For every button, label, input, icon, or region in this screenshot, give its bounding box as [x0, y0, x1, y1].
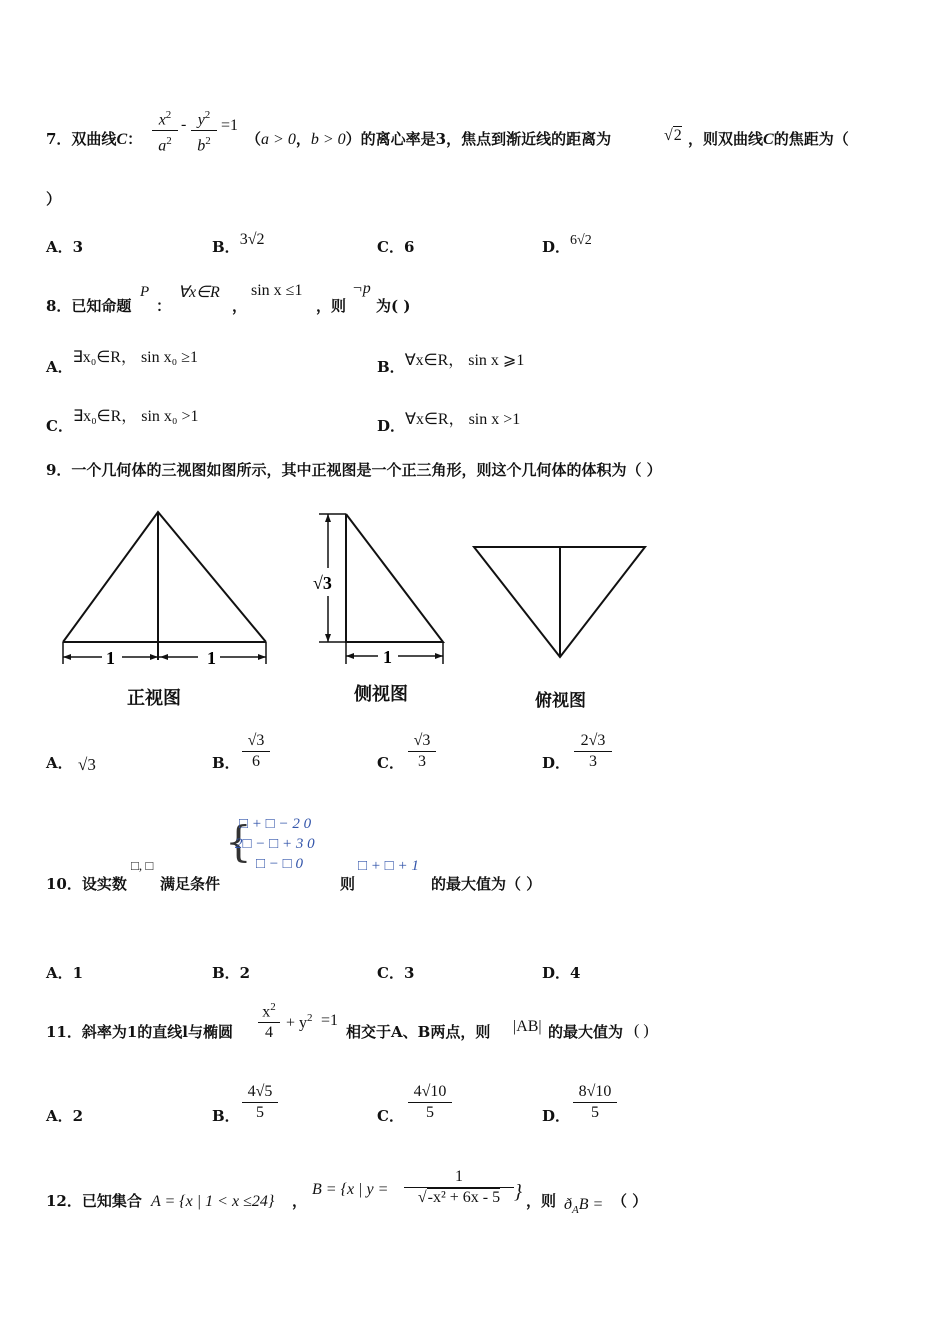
front-dim-left: 1	[106, 648, 115, 668]
q8-comma: ，	[232, 297, 248, 315]
q10-stem-end: 的最大值为（ ）	[431, 875, 542, 893]
side-view-arrows	[325, 514, 443, 659]
q12-set-b: B = {x | y = 1 √-x² + 6x - 5 }	[312, 1168, 522, 1206]
q10-option-b[interactable]: B．2	[212, 964, 251, 982]
q9-option-d-fraction: 2√3 3	[574, 732, 612, 771]
q11-ellipse-fraction: $x^2$ 4	[258, 998, 280, 1042]
q7-fraction-y: $y^2$ $b^2$	[191, 106, 217, 156]
q8-p: P	[140, 284, 150, 300]
side-view-caption: 侧视图	[354, 684, 408, 705]
q8-not-p: ¬p	[352, 280, 371, 297]
q9-option-a[interactable]: A．	[46, 754, 73, 772]
q7-stem-end: ，则双曲线C的焦距为（	[688, 130, 849, 148]
q10-brace: {	[225, 817, 252, 866]
q9-option-c[interactable]: C．	[377, 754, 404, 772]
q9-option-a-value: √3	[78, 755, 96, 774]
q8-forall: ∀x∈R	[178, 284, 220, 301]
q10-option-c[interactable]: C．3	[377, 964, 415, 982]
q8-option-d[interactable]: D．∀x∈R， sin x >1	[377, 411, 521, 435]
q11-option-a[interactable]: A．2	[46, 1107, 84, 1125]
q8-stem-start: 8．已知命题	[46, 297, 132, 315]
q10-condition-3: □ − □ 0	[256, 856, 303, 872]
top-view	[474, 547, 645, 657]
front-view-caption: 正视图	[127, 688, 181, 709]
q12-answer-paren: （ ）	[612, 1192, 648, 1210]
q11-stem-end: 的最大值为	[548, 1023, 624, 1041]
q7-option-a[interactable]: A．3	[46, 238, 84, 256]
q7-fraction-x: $x^2$ $a^2$	[152, 106, 178, 156]
q11-option-c[interactable]: C．	[377, 1107, 404, 1125]
front-dim-right: 1	[207, 648, 216, 668]
q7-sqrt2: √2	[664, 127, 682, 144]
q9-option-d[interactable]: D．	[542, 754, 571, 772]
q10-target-expression: □ + □ + 1	[358, 858, 419, 874]
q8-option-a[interactable]: A．∃x₀∈R， sin x₀ ≥1	[46, 349, 198, 376]
q7-stem-start: 7．双曲线C：	[46, 130, 143, 148]
q8-option-c[interactable]: C．∃x₀∈R， sin x₀ >1	[46, 408, 199, 435]
q8-stem-end: 为( )	[376, 297, 411, 315]
q9-option-c-fraction: √3 3	[408, 732, 436, 771]
q7-minus: -	[181, 116, 187, 133]
q8-sinx: sin x ≤1	[251, 282, 303, 299]
q10-option-a[interactable]: A．1	[46, 964, 84, 982]
q11-option-d[interactable]: D．	[542, 1107, 571, 1125]
q12-comma: ，	[292, 1192, 308, 1210]
q9-option-b-fraction: √3 6	[242, 732, 270, 771]
q7-conditions: （a > 0，b > 0）的离心率是3，焦点到渐近线的距离为	[246, 130, 612, 148]
q7-close-paren: ）	[46, 190, 62, 208]
q11-option-c-fraction: 4√10 5	[408, 1083, 452, 1122]
q11-ellipse-rhs: =1	[321, 1012, 339, 1029]
q10-stem-condition: 满足条件	[160, 875, 221, 893]
q9-option-b[interactable]: B．	[212, 754, 240, 772]
q11-ab: |AB|	[513, 1018, 542, 1035]
side-dim-width: 1	[383, 647, 392, 667]
q8-then: ，则	[316, 297, 347, 315]
q8-option-b[interactable]: B．∀x∈R， sin x ⩾1	[377, 352, 525, 376]
q10-vars: □, □	[131, 858, 154, 873]
q10-condition-1: □ + □ − 2 0	[239, 816, 312, 832]
q9-stem: 9．一个几何体的三视图如图所示，其中正视图是一个正三角形，则这个几何体的体积为（ ）	[46, 461, 662, 479]
top-view-caption: 俯视图	[535, 691, 586, 711]
q7-option-c[interactable]: C．6	[377, 238, 415, 256]
q10-then: 则	[340, 875, 356, 893]
q7-option-b[interactable]: B．3√2	[212, 231, 265, 256]
side-dim-height: √3	[313, 573, 332, 593]
q11-ellipse-y: + $y^2$	[286, 1012, 313, 1032]
q11-stem-start: 11．斜率为1的直线l与椭圆	[46, 1023, 234, 1041]
q7-equals-one: =1	[221, 117, 239, 134]
q10-stem-start: 10．设实数	[46, 875, 127, 893]
q11-option-d-fraction: 8√10 5	[573, 1083, 617, 1122]
q10-condition-2: 2□ − □ + 3 0	[235, 836, 315, 852]
q11-option-b[interactable]: B．	[212, 1107, 240, 1125]
q12-then: ，则	[526, 1192, 557, 1210]
q10-option-d[interactable]: D．4	[542, 964, 581, 982]
q7-option-d[interactable]: D．6√2	[542, 233, 592, 256]
q11-stem-mid: 相交于A、B两点，则	[346, 1023, 491, 1041]
q12-complement: $ð_AB$ =	[564, 1196, 604, 1217]
q12-set-a: A = {x | 1 < x ≤24}	[151, 1193, 275, 1210]
side-view	[319, 514, 443, 664]
q11-answer-paren: ( )	[634, 1022, 649, 1039]
front-view	[63, 512, 266, 664]
q11-option-b-fraction: 4√5 5	[242, 1083, 278, 1122]
q8-colon: ：	[156, 297, 172, 315]
q12-stem-start: 12．已知集合	[46, 1192, 142, 1210]
